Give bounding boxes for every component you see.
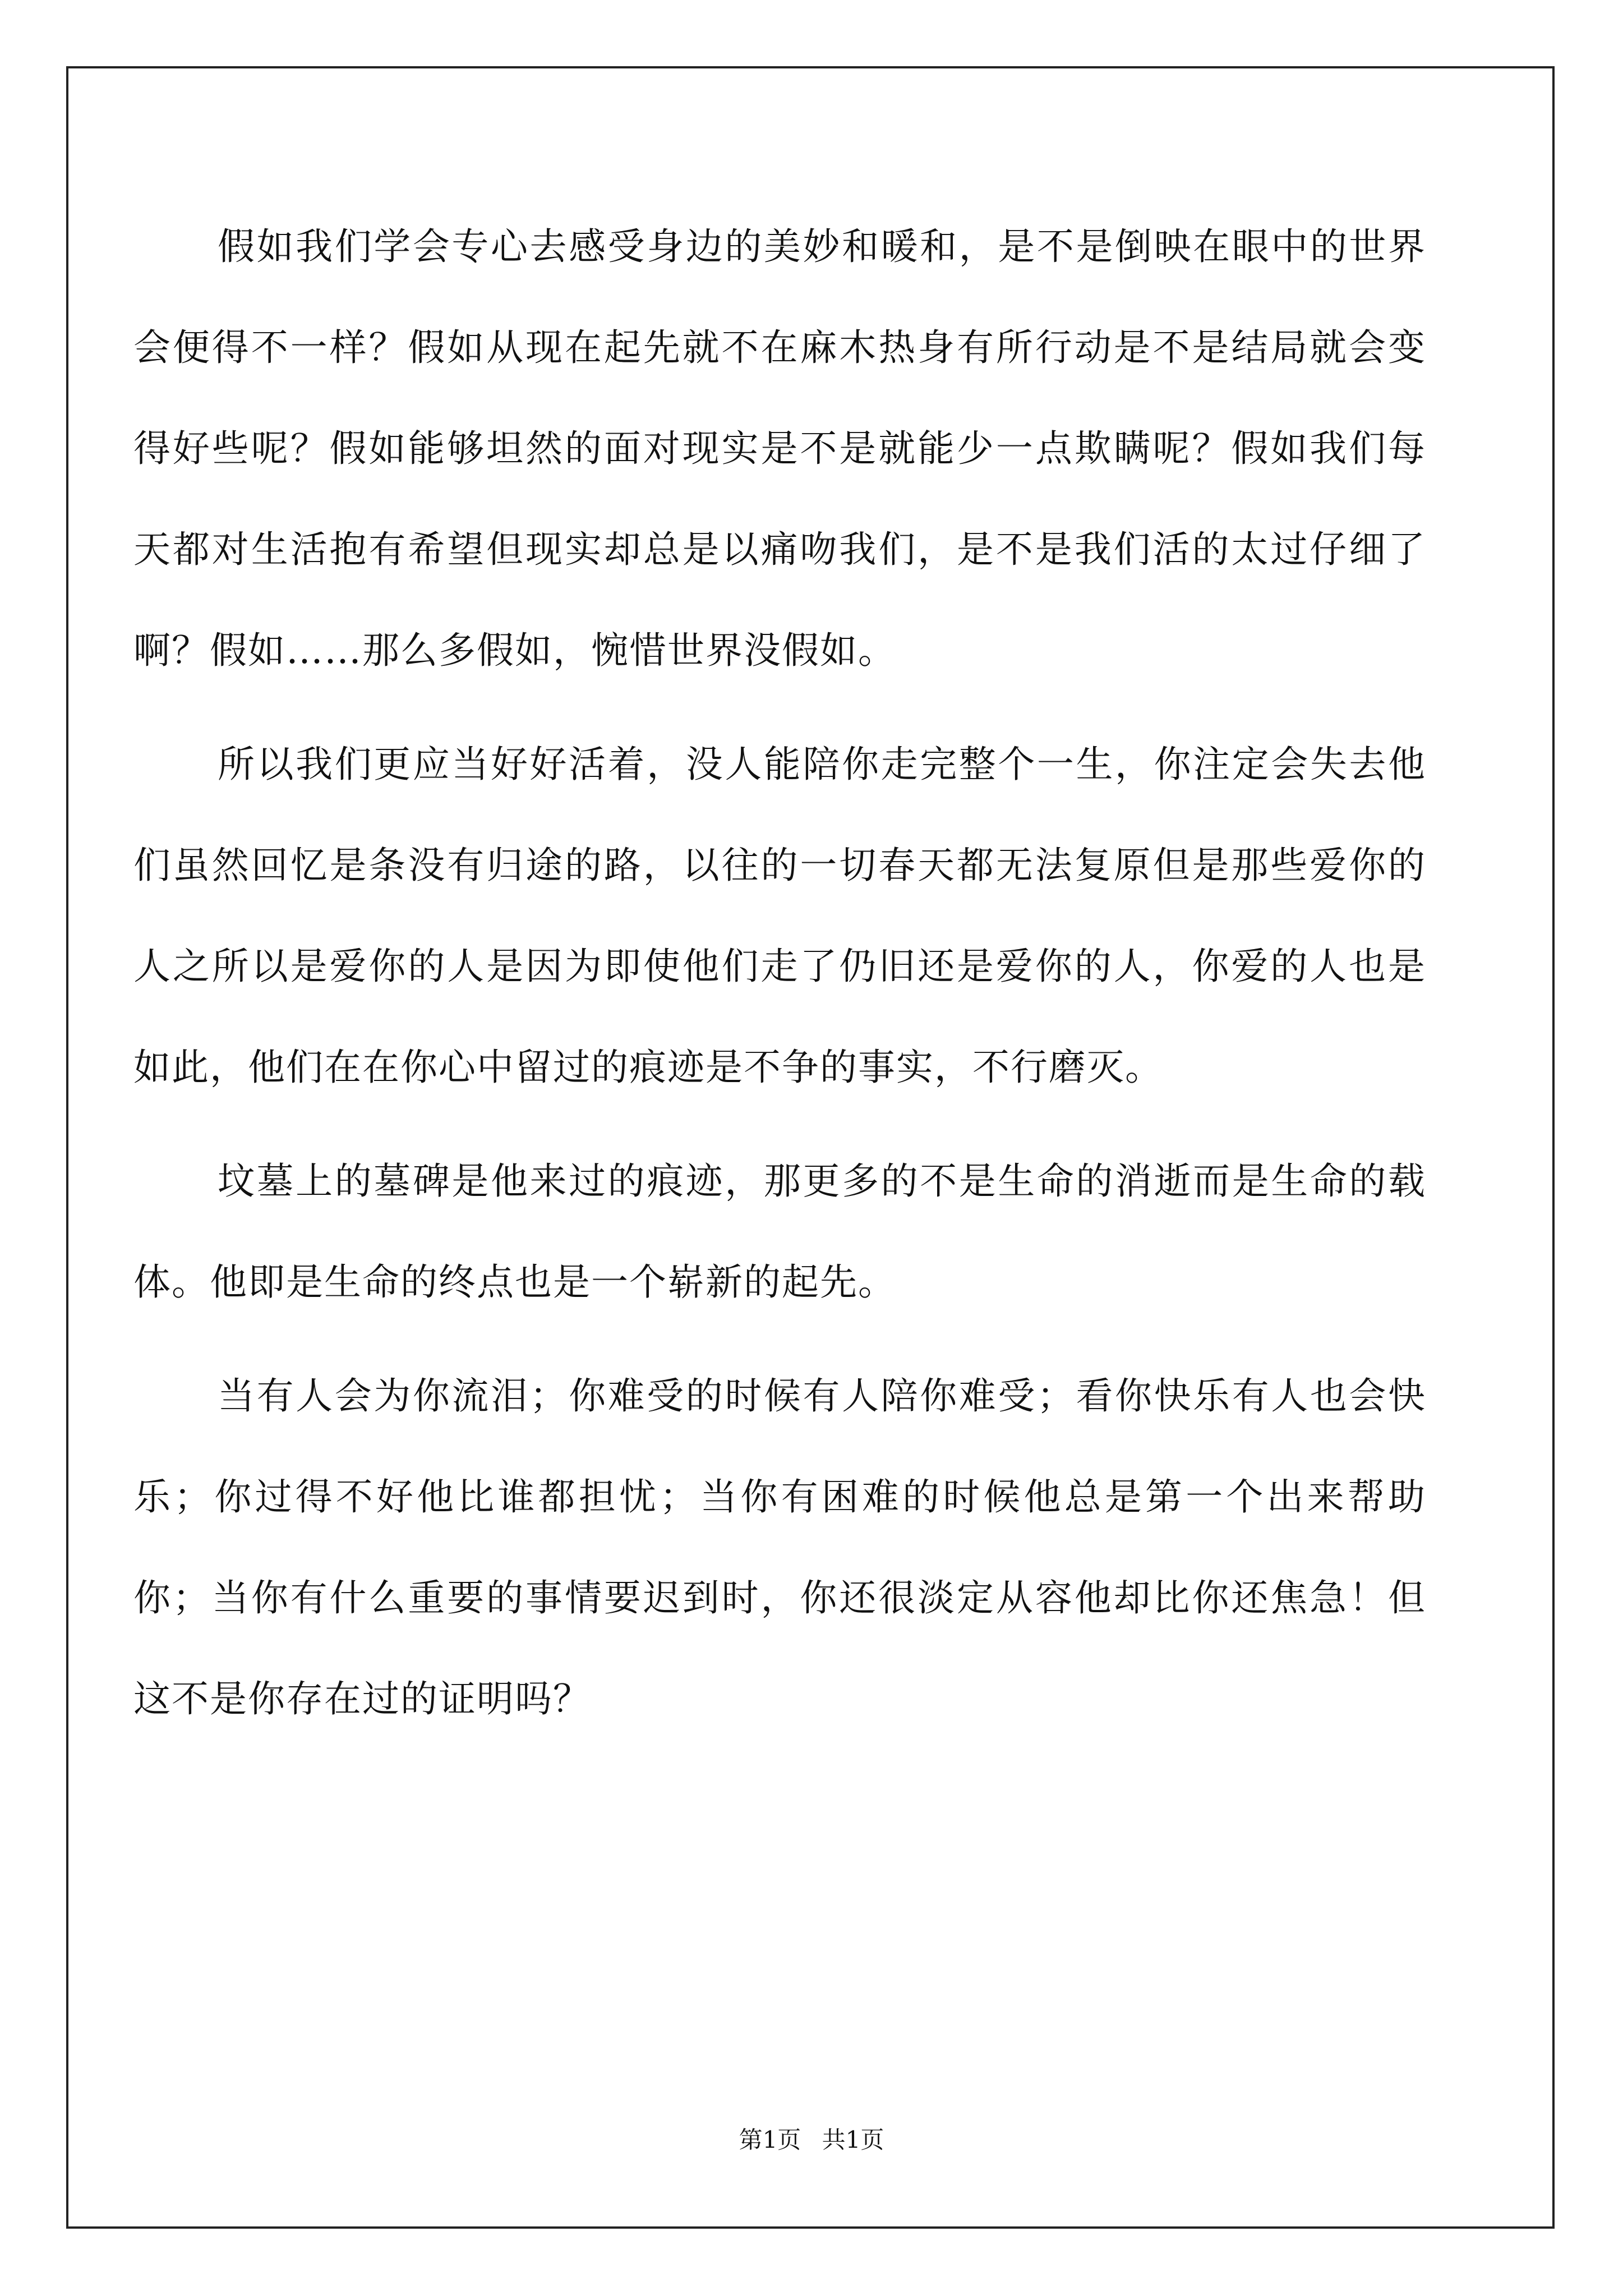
paragraph-1: 假如我们学会专心去感受身边的美妙和暖和，是不是倒映在眼中的世界会便得不一样？假如从现在起先就不在麻木热身有所行动是不是结局就会变得好些呢？假如能够坦然的面对现实是不是就能少一点欺瞒呢？假如我们每天都对生活抱有希望但现实却总是以痛吻我们，是不是我们活的太过仔细了啊？假如……那么多假如，惋惜世界没假如。 <box>133 225 1426 672</box>
paragraph-2: 所以我们更应当好好活着，没人能陪你走完整个一生，你注定会失去他们虽然回忆是条没有归途的路，以往的一切春天都无法复原但是那些爱你的人之所以是爱你的人是因为即使他们走了仍旧还是爱你的人，你爱的人也是如此，他们在在你心中留过的痕迹是不争的事实，不行磨灭。 <box>133 743 1426 1089</box>
document-body <box>133 196 1426 1763</box>
page-total: 共1页 <box>822 2126 884 2154</box>
page-footer <box>0 2123 1623 2157</box>
paragraph-4: 当有人会为你流泪；你难受的时候有人陪你难受；看你快乐有人也会快乐；你过得不好他比谁都担忧；当你有困难的时候他总是第一个出来帮助你；当你有什么重要的事情要迟到时，你还很淡定从容他却比你还焦急！但这不是你存在过的证明吗？ <box>133 1374 1426 1720</box>
page-number: 第1页 <box>739 2126 801 2154</box>
paragraph-3: 坟墓上的墓碑是他来过的痕迹，那更多的不是生命的消逝而是生命的载体。他即是生命的终点也是一个崭新的起先。 <box>133 1159 1426 1304</box>
